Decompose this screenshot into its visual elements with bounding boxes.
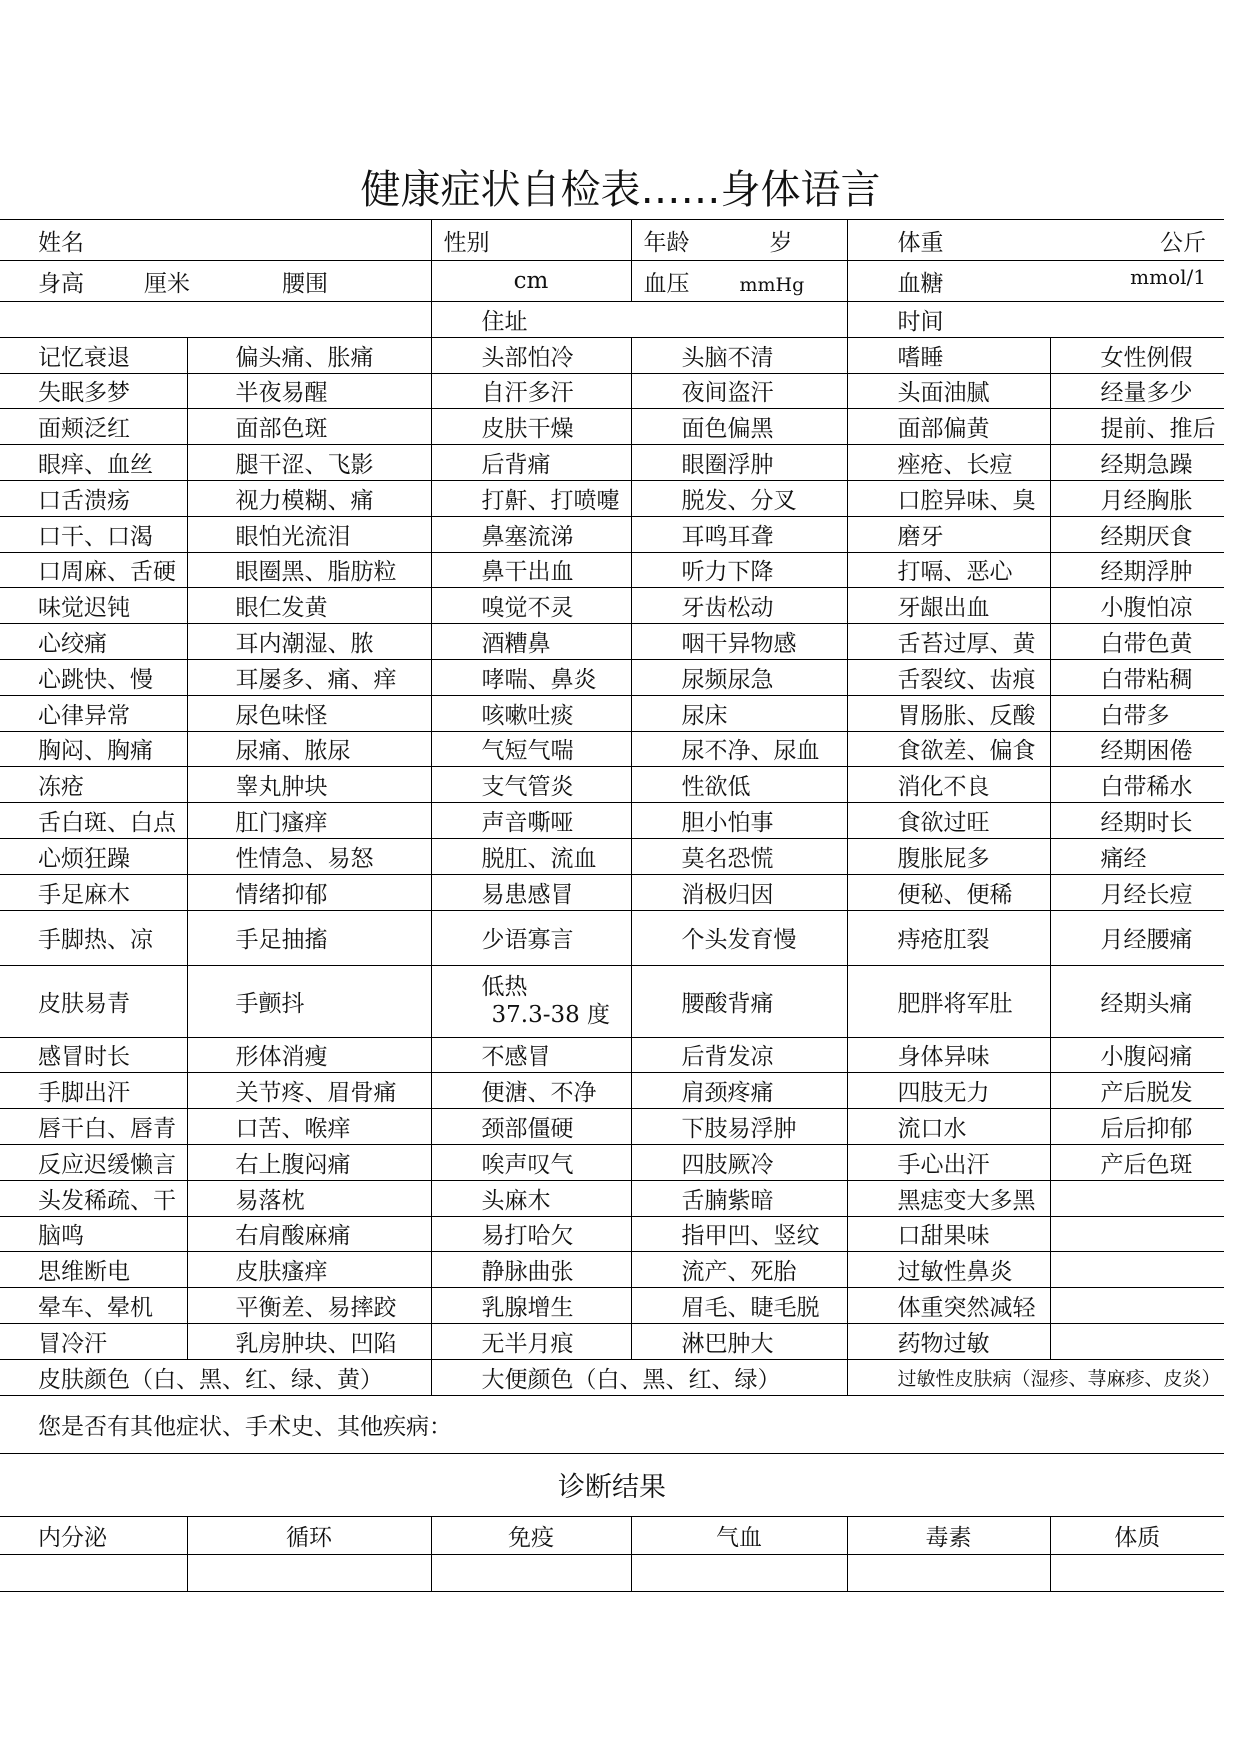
symptom-row xyxy=(0,1288,1224,1324)
skin-color-cell[interactable]: 皮肤颜色（白、黑、红、绿、黄） xyxy=(0,1359,431,1395)
category-header: 气血 xyxy=(631,1516,847,1554)
symptom-cell[interactable]: 夜间盗汗 xyxy=(631,373,847,409)
symptom-cell[interactable]: 头发稀疏、干 xyxy=(0,1180,187,1216)
symptom-cell[interactable]: 口甜果味 xyxy=(847,1216,1050,1252)
symptom-cell[interactable]: 声音嘶哑 xyxy=(431,803,631,839)
symptom-cell[interactable]: 嗜睡 xyxy=(847,337,1050,373)
symptom-cell[interactable]: 口舌溃疡 xyxy=(0,480,187,516)
symptom-row xyxy=(0,1216,1224,1252)
symptom-cell[interactable]: 易落枕 xyxy=(187,1180,431,1216)
other-history-field[interactable]: 您是否有其他症状、手术史、其他疾病： xyxy=(0,1395,1224,1453)
symptom-cell[interactable]: 眼怕光流泪 xyxy=(187,516,431,552)
symptom-cell[interactable]: 皮肤易青 xyxy=(0,965,187,1037)
symptom-cell[interactable]: 鼻塞流涕 xyxy=(431,516,631,552)
symptom-cell[interactable]: 性情急、易怒 xyxy=(187,838,431,874)
symptom-cell[interactable]: 痛经 xyxy=(1050,838,1224,874)
diagnosis-row xyxy=(0,1453,1224,1516)
symptom-cell[interactable] xyxy=(431,965,631,1037)
symptom-cell[interactable]: 唇干白、唇青 xyxy=(0,1109,187,1145)
symptom-cell[interactable]: 皮肤瘙痒 xyxy=(187,1252,431,1288)
symptom-cell[interactable]: 自汗多汗 xyxy=(431,373,631,409)
symptom-row xyxy=(0,965,1224,1037)
symptom-cell[interactable]: 失眠多梦 xyxy=(0,373,187,409)
symptom-cell[interactable]: 肩颈疼痛 xyxy=(631,1073,847,1109)
symptom-cell[interactable]: 腹胀屁多 xyxy=(847,838,1050,874)
symptom-row xyxy=(0,409,1224,445)
symptom-cell[interactable]: 白带色黄 xyxy=(1050,624,1224,660)
category-result-cell[interactable] xyxy=(1050,1554,1224,1591)
symptom-cell[interactable]: 打嗝、恶心 xyxy=(847,552,1050,588)
symptom-cell[interactable]: 月经胸胀 xyxy=(1050,480,1224,516)
symptom-cell[interactable]: 四肢厥冷 xyxy=(631,1144,847,1180)
symptom-cell[interactable]: 白带粘稠 xyxy=(1050,659,1224,695)
symptom-row xyxy=(0,731,1224,767)
symptom-cell[interactable]: 白带多 xyxy=(1050,695,1224,731)
symptom-cell[interactable]: 面部色斑 xyxy=(187,409,431,445)
symptom-cell[interactable]: 消极归因 xyxy=(631,874,847,910)
symptom-cell[interactable]: 眼仁发黄 xyxy=(187,588,431,624)
symptom-cell[interactable]: 舌裂纹、齿痕 xyxy=(847,659,1050,695)
symptom-cell[interactable]: 女性例假 xyxy=(1050,337,1224,373)
symptom-cell[interactable]: 头部怕冷 xyxy=(431,337,631,373)
name-field[interactable]: 姓名 xyxy=(0,220,431,261)
symptom-cell[interactable]: 易打哈欠 xyxy=(431,1216,631,1252)
symptom-cell[interactable]: 淋巴肿大 xyxy=(631,1323,847,1359)
symptom-row xyxy=(0,1252,1224,1288)
symptom-cell[interactable]: 四肢无力 xyxy=(847,1073,1050,1109)
symptom-cell[interactable]: 后后抑郁 xyxy=(1050,1109,1224,1145)
symptom-cell[interactable]: 少语寡言 xyxy=(431,910,631,965)
symptom-cell[interactable]: 痤疮、长痘 xyxy=(847,445,1050,481)
symptom-cell[interactable]: 肥胖将军肚 xyxy=(847,965,1050,1037)
waist-unit: cm xyxy=(431,261,631,302)
symptom-cell[interactable]: 便秘、便稀 xyxy=(847,874,1050,910)
symptom-cell[interactable]: 流口水 xyxy=(847,1109,1050,1145)
symptom-cell[interactable]: 鼻干出血 xyxy=(431,552,631,588)
symptom-cell[interactable]: 头麻木 xyxy=(431,1180,631,1216)
symptom-cell[interactable]: 支气管炎 xyxy=(431,767,631,803)
symptom-cell[interactable]: 手颤抖 xyxy=(187,965,431,1037)
symptom-cell[interactable]: 乳腺增生 xyxy=(431,1288,631,1324)
symptom-cell[interactable]: 尿频尿急 xyxy=(631,659,847,695)
symptom-cell[interactable]: 经期浮肿 xyxy=(1050,552,1224,588)
symptom-cell[interactable]: 眼圈黑、脂肪粒 xyxy=(187,552,431,588)
symptom-row xyxy=(0,1144,1224,1180)
symptom-cell[interactable]: 耳鸣耳聋 xyxy=(631,516,847,552)
symptom-cell[interactable]: 感冒时长 xyxy=(0,1037,187,1073)
symptom-cell[interactable]: 尿痛、脓尿 xyxy=(187,731,431,767)
symptom-cell[interactable]: 胃肠胀、反酸 xyxy=(847,695,1050,731)
symptom-cell[interactable]: 情绪抑郁 xyxy=(187,874,431,910)
symptom-cell[interactable]: 冻疮 xyxy=(0,767,187,803)
symptom-row xyxy=(0,695,1224,731)
symptom-cell[interactable]: 尿色味怪 xyxy=(187,695,431,731)
symptom-cell[interactable]: 口腔异味、臭 xyxy=(847,480,1050,516)
category-result-cell[interactable] xyxy=(431,1554,631,1591)
symptom-cell[interactable]: 不感冒 xyxy=(431,1037,631,1073)
address-field[interactable]: 住址 xyxy=(431,302,847,338)
symptom-cell[interactable]: 肛门瘙痒 xyxy=(187,803,431,839)
symptom-cell[interactable]: 唉声叹气 xyxy=(431,1144,631,1180)
category-header: 循环 xyxy=(187,1516,431,1554)
symptom-cell[interactable]: 流产、死胎 xyxy=(631,1252,847,1288)
symptom-cell[interactable]: 经量多少 xyxy=(1050,373,1224,409)
symptom-cell[interactable]: 性欲低 xyxy=(631,767,847,803)
symptom-row xyxy=(0,910,1224,965)
header-row-2 xyxy=(0,261,1224,302)
symptom-cell[interactable]: 手脚热、凉 xyxy=(0,910,187,965)
symptom-cell[interactable]: 指甲凹、竖纹 xyxy=(631,1216,847,1252)
symptom-row xyxy=(0,1180,1224,1216)
low-fever-range: 37.3-38 度 xyxy=(491,1002,611,1029)
symptom-cell[interactable] xyxy=(1050,1180,1224,1216)
height-waist-field[interactable]: 身高 厘米 腰围 xyxy=(0,261,431,302)
symptom-cell[interactable]: 心绞痛 xyxy=(0,624,187,660)
symptom-row xyxy=(0,874,1224,910)
symptom-cell[interactable]: 小腹怕凉 xyxy=(1050,588,1224,624)
symptom-row xyxy=(0,373,1224,409)
symptom-cell[interactable]: 平衡差、易摔跤 xyxy=(187,1288,431,1324)
symptom-cell[interactable]: 小腹闷痛 xyxy=(1050,1037,1224,1073)
symptom-cell[interactable]: 下肢易浮肿 xyxy=(631,1109,847,1145)
symptom-cell[interactable]: 食欲过旺 xyxy=(847,803,1050,839)
symptom-cell[interactable]: 过敏性鼻炎 xyxy=(847,1252,1050,1288)
symptom-cell[interactable]: 产后脱发 xyxy=(1050,1073,1224,1109)
page-title: 健康症状自检表……身体语言 xyxy=(360,167,881,213)
symptom-cell[interactable]: 头面油腻 xyxy=(847,373,1050,409)
symptom-row xyxy=(0,838,1224,874)
symptom-cell[interactable]: 视力模糊、痛 xyxy=(187,480,431,516)
symptom-row xyxy=(0,516,1224,552)
category-header: 毒素 xyxy=(847,1516,1050,1554)
symptom-cell[interactable]: 静脉曲张 xyxy=(431,1252,631,1288)
category-header: 体质 xyxy=(1050,1516,1224,1554)
symptom-cell[interactable]: 提前、推后 xyxy=(1050,409,1224,445)
symptom-cell[interactable]: 耳内潮湿、脓 xyxy=(187,624,431,660)
symptom-cell[interactable]: 关节疼、眉骨痛 xyxy=(187,1073,431,1109)
symptom-cell[interactable]: 心烦狂躁 xyxy=(0,838,187,874)
symptom-row xyxy=(0,1037,1224,1073)
low-fever-label: 低热 xyxy=(481,974,528,1001)
symptom-cell[interactable]: 咽干异物感 xyxy=(631,624,847,660)
symptom-cell[interactable]: 乳房肿块、凹陷 xyxy=(187,1323,431,1359)
symptom-cell[interactable]: 尿不净、尿血 xyxy=(631,731,847,767)
symptom-cell[interactable]: 痔疮肛裂 xyxy=(847,910,1050,965)
symptom-cell[interactable]: 味觉迟钝 xyxy=(0,588,187,624)
symptom-cell[interactable]: 易患感冒 xyxy=(431,874,631,910)
symptom-row xyxy=(0,1109,1224,1145)
age-field[interactable]: 年龄 岁 xyxy=(631,220,847,261)
symptom-cell[interactable]: 后背发凉 xyxy=(631,1037,847,1073)
symptom-cell[interactable]: 眼圈浮肿 xyxy=(631,445,847,481)
symptom-cell[interactable]: 思维断电 xyxy=(0,1252,187,1288)
symptom-cell[interactable]: 后背痛 xyxy=(431,445,631,481)
symptom-row xyxy=(0,552,1224,588)
symptom-row xyxy=(0,480,1224,516)
symptom-cell[interactable]: 手心出汗 xyxy=(847,1144,1050,1180)
symptom-cell[interactable]: 食欲差、偏食 xyxy=(847,731,1050,767)
symptom-cell[interactable] xyxy=(1050,1323,1224,1359)
symptom-cell[interactable]: 经期时长 xyxy=(1050,803,1224,839)
symptom-row xyxy=(0,337,1224,373)
symptom-cell[interactable]: 心跳快、慢 xyxy=(0,659,187,695)
category-header: 免疫 xyxy=(431,1516,631,1554)
symptom-cell[interactable]: 右上腹闷痛 xyxy=(187,1144,431,1180)
symptom-row xyxy=(0,1073,1224,1109)
symptom-cell[interactable]: 黑痣变大多黑 xyxy=(847,1180,1050,1216)
symptom-cell[interactable]: 心律异常 xyxy=(0,695,187,731)
color-row xyxy=(0,1359,1224,1395)
symptom-cell[interactable]: 记忆衰退 xyxy=(0,337,187,373)
symptom-cell[interactable]: 口周麻、舌硬 xyxy=(0,552,187,588)
health-checklist-table xyxy=(0,219,1224,1592)
blank-cell[interactable] xyxy=(0,302,431,338)
symptom-cell[interactable]: 口干、口渴 xyxy=(0,516,187,552)
symptom-cell[interactable]: 个头发育慢 xyxy=(631,910,847,965)
symptom-cell[interactable]: 磨牙 xyxy=(847,516,1050,552)
symptom-row xyxy=(0,588,1224,624)
symptom-cell[interactable] xyxy=(1050,1252,1224,1288)
category-result-cell[interactable] xyxy=(631,1554,847,1591)
symptom-cell[interactable]: 经期厌食 xyxy=(1050,516,1224,552)
symptom-cell[interactable]: 冒冷汗 xyxy=(0,1323,187,1359)
symptom-cell[interactable]: 打鼾、打喷嚏 xyxy=(431,480,631,516)
symptom-cell[interactable]: 脱肛、流血 xyxy=(431,838,631,874)
symptom-cell[interactable]: 偏头痛、胀痛 xyxy=(187,337,431,373)
symptom-cell[interactable]: 产后色斑 xyxy=(1050,1144,1224,1180)
symptom-cell[interactable]: 身体异味 xyxy=(847,1037,1050,1073)
bp-field[interactable]: 血压 mmHg xyxy=(631,261,847,302)
symptom-cell[interactable]: 腰酸背痛 xyxy=(631,965,847,1037)
category-result-row xyxy=(0,1554,1224,1591)
symptom-cell[interactable]: 睾丸肿块 xyxy=(187,767,431,803)
gender-field[interactable]: 性别 xyxy=(431,220,631,261)
symptom-cell[interactable]: 嗅觉不灵 xyxy=(431,588,631,624)
symptom-cell[interactable]: 形体消瘦 xyxy=(187,1037,431,1073)
symptom-cell[interactable]: 消化不良 xyxy=(847,767,1050,803)
symptom-cell[interactable]: 哮喘、鼻炎 xyxy=(431,659,631,695)
skin-allergy-cell[interactable]: 过敏性皮肤病（湿疹、荨麻疹、皮炎） xyxy=(847,1359,1224,1395)
symptom-cell[interactable]: 手足麻木 xyxy=(0,874,187,910)
symptom-cell[interactable]: 胸闷、胸痛 xyxy=(0,731,187,767)
symptom-cell[interactable]: 面部偏黄 xyxy=(847,409,1050,445)
symptom-cell[interactable]: 药物过敏 xyxy=(847,1323,1050,1359)
header-row-3 xyxy=(0,302,1224,338)
symptom-cell[interactable]: 咳嗽吐痰 xyxy=(431,695,631,731)
symptom-cell[interactable]: 口苦、喉痒 xyxy=(187,1109,431,1145)
other-history-row xyxy=(0,1395,1224,1453)
symptom-cell[interactable]: 右肩酸麻痛 xyxy=(187,1216,431,1252)
symptom-row xyxy=(0,624,1224,660)
symptom-cell[interactable]: 月经长痘 xyxy=(1050,874,1224,910)
symptom-cell[interactable]: 面色偏黑 xyxy=(631,409,847,445)
symptom-cell[interactable]: 月经腰痛 xyxy=(1050,910,1224,965)
symptom-cell[interactable]: 舌苔过厚、黄 xyxy=(847,624,1050,660)
symptom-cell[interactable]: 眼痒、血丝 xyxy=(0,445,187,481)
symptom-cell[interactable]: 眉毛、睫毛脱 xyxy=(631,1288,847,1324)
symptom-cell[interactable]: 手足抽搐 xyxy=(187,910,431,965)
symptom-cell[interactable]: 腿干涩、飞影 xyxy=(187,445,431,481)
symptom-cell[interactable]: 气短气喘 xyxy=(431,731,631,767)
symptom-cell[interactable]: 面颊泛红 xyxy=(0,409,187,445)
symptom-cell[interactable]: 酒糟鼻 xyxy=(431,624,631,660)
symptom-cell[interactable]: 经期头痛 xyxy=(1050,965,1224,1037)
weight-field[interactable]: 体重 公斤 xyxy=(847,220,1224,261)
symptom-row xyxy=(0,803,1224,839)
symptom-cell[interactable]: 听力下降 xyxy=(631,552,847,588)
category-result-cell[interactable] xyxy=(187,1554,431,1591)
symptom-cell[interactable]: 尿床 xyxy=(631,695,847,731)
symptom-cell[interactable]: 舌腩紫暗 xyxy=(631,1180,847,1216)
symptom-cell[interactable]: 脑鸣 xyxy=(0,1216,187,1252)
symptom-cell[interactable]: 反应迟缓懒言 xyxy=(0,1144,187,1180)
symptom-cell[interactable]: 无半月痕 xyxy=(431,1323,631,1359)
time-field[interactable]: 时间 xyxy=(847,302,1224,338)
symptom-cell[interactable]: 经期困倦 xyxy=(1050,731,1224,767)
symptom-cell[interactable]: 便溏、不净 xyxy=(431,1073,631,1109)
symptom-cell[interactable]: 耳屡多、痛、痒 xyxy=(187,659,431,695)
symptom-row xyxy=(0,659,1224,695)
symptom-cell[interactable] xyxy=(1050,1288,1224,1324)
symptom-cell[interactable]: 牙龈出血 xyxy=(847,588,1050,624)
symptom-cell[interactable]: 脱发、分叉 xyxy=(631,480,847,516)
symptom-cell[interactable]: 晕车、晕机 xyxy=(0,1288,187,1324)
symptom-cell[interactable]: 手脚出汗 xyxy=(0,1073,187,1109)
symptom-cell[interactable]: 颈部僵硬 xyxy=(431,1109,631,1145)
symptom-row xyxy=(0,1323,1224,1359)
symptom-cell[interactable]: 半夜易醒 xyxy=(187,373,431,409)
category-header: 内分泌 xyxy=(0,1516,187,1554)
symptom-cell[interactable]: 皮肤干燥 xyxy=(431,409,631,445)
category-result-cell[interactable] xyxy=(0,1554,187,1591)
category-row xyxy=(0,1516,1224,1554)
sugar-field[interactable]: 血糖 mmol/1 xyxy=(847,261,1224,302)
symptom-cell[interactable]: 经期急躁 xyxy=(1050,445,1224,481)
diagnosis-heading: 诊断结果 xyxy=(0,1453,1224,1516)
symptom-cell[interactable]: 头脑不清 xyxy=(631,337,847,373)
stool-color-cell[interactable]: 大便颜色（白、黑、红、绿） xyxy=(431,1359,847,1395)
symptom-cell[interactable]: 白带稀水 xyxy=(1050,767,1224,803)
symptom-row xyxy=(0,767,1224,803)
symptom-cell[interactable]: 牙齿松动 xyxy=(631,588,847,624)
header-row-1 xyxy=(0,220,1224,261)
symptom-cell[interactable] xyxy=(1050,1216,1224,1252)
symptom-cell[interactable]: 舌白斑、白点 xyxy=(0,803,187,839)
symptom-row xyxy=(0,445,1224,481)
symptom-cell[interactable]: 胆小怕事 xyxy=(631,803,847,839)
symptom-cell[interactable]: 体重突然减轻 xyxy=(847,1288,1050,1324)
category-result-cell[interactable] xyxy=(847,1554,1050,1591)
symptom-cell[interactable]: 莫名恐慌 xyxy=(631,838,847,874)
